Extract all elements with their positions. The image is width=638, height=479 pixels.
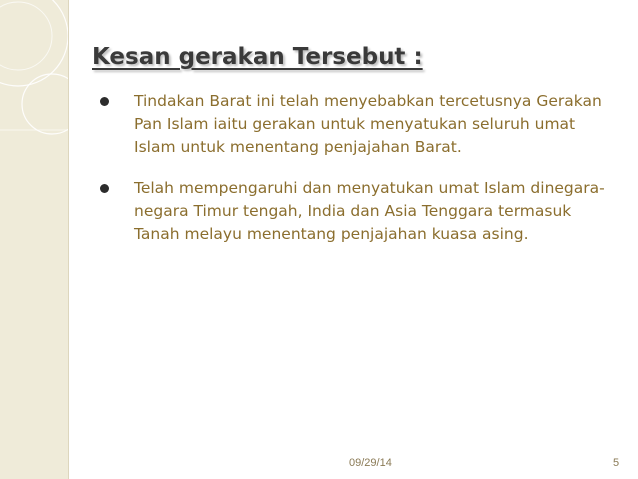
slide-title: Kesan gerakan Tersebut : (92, 44, 423, 70)
bullet-text: Tindakan Barat ini telah menyebabkan tercetusnya Gerakan Pan Islam iaitu gerakan untuk menyatukan seluruh umat Islam untuk menentang penjajahan Barat. (134, 92, 602, 156)
bullet-dot-icon (100, 97, 109, 106)
bullet-dot-icon (100, 184, 109, 193)
bullet-text: Telah mempengaruhi dan menyatukan umat Islam dinegara-negara Timur tengah, India dan Asia Tenggara termasuk Tanah melayu menentang penjajahan kuasa asing. (134, 179, 605, 243)
decorative-side-panel (0, 0, 69, 479)
bullet-list (100, 90, 620, 264)
footer-page-number: 5 (613, 457, 620, 469)
footer-date: 09/29/14 (349, 457, 392, 469)
bullet-item (100, 177, 620, 246)
bullet-item (100, 90, 620, 159)
decorative-circles-graphic (0, 0, 68, 479)
